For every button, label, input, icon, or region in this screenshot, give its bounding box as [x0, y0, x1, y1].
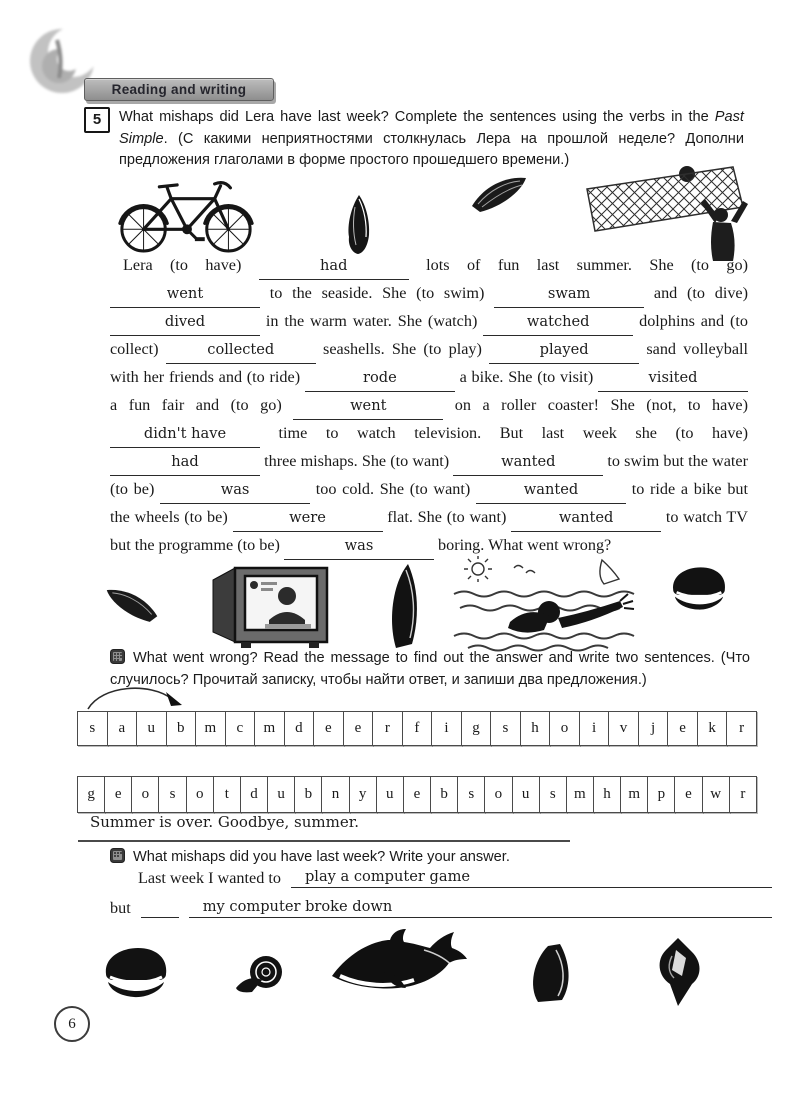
letter-cell: o: [131, 776, 159, 813]
section-badge: Reading and writing: [84, 78, 274, 101]
handwritten-answer: watched: [526, 313, 590, 330]
clam-shell-illustration: [100, 944, 172, 1000]
writing-task-icon: [110, 649, 125, 664]
letter-cell: e: [313, 711, 344, 746]
letter-cell: w: [702, 776, 730, 813]
letter-cell: t: [213, 776, 241, 813]
letter-cell: b: [294, 776, 322, 813]
answer-row-2: [110, 898, 772, 918]
volleyball-player-illustration: [585, 165, 760, 263]
letter-cell: s: [77, 711, 108, 746]
answer2-line: [189, 898, 772, 918]
exercise-number-box: 5: [84, 107, 110, 133]
letter-cell: d: [284, 711, 315, 746]
instruction-grammar-term: Past Simple: [119, 109, 744, 147]
letter-cell: e: [674, 776, 702, 813]
letter-cell: u: [136, 711, 167, 746]
handwritten-answer: went: [166, 285, 204, 302]
letter-cell: m: [620, 776, 648, 813]
conch-shell-illustration: [648, 936, 706, 1008]
letter-cell: g: [461, 711, 492, 746]
letter-cell: o: [186, 776, 214, 813]
letter-cell: m: [254, 711, 285, 746]
letter-cell: e: [667, 711, 698, 746]
handwritten-answer: dived: [164, 313, 206, 330]
letter-cell: u: [376, 776, 404, 813]
message-exercise-instruction: [110, 648, 750, 691]
handwritten-answer: didn't have: [143, 425, 227, 442]
answer-blank: [511, 504, 661, 532]
letter-cell: s: [539, 776, 567, 813]
letter-cell: b: [166, 711, 197, 746]
handwritten-answer: wanted: [501, 453, 556, 470]
letter-cell: e: [403, 776, 431, 813]
handwritten-answer: wanted: [558, 509, 614, 526]
handwritten-answer: had: [171, 453, 199, 470]
printed-blank: [141, 899, 179, 918]
answer-blank: [284, 532, 434, 560]
gapfill-paragraph: Lera (to have) had lots of fun last summer. She (to go) went to the seaside. She (to swim) swam and (to dive) dived in the warm water. She (watch) watched dolphins and (to collect) collected seashells. She (to play) played sand volleyball with her friends and (to ride) rode a bike. She (to visit) visited a fun fair and (to go) went on a roller coaster! She (not, to have) didn't have time to watch television. But last week she (to have) had three mishaps. She (to want) wanted to swim but the water (to be) was too cold. She (to want) wanted to ride a bike but the wheels (to be) were flat. She (to want) wanted to watch TV but the programme (to be) was boring. What went wrong?: [110, 252, 748, 560]
letter-cell: e: [343, 711, 374, 746]
answer-blank: [494, 280, 644, 308]
handwritten-answer: collected: [207, 341, 275, 358]
letter-cell: v: [608, 711, 639, 746]
letter-cell: g: [77, 776, 105, 813]
answer-rule-line: [78, 840, 570, 842]
answer-blank: [305, 364, 455, 392]
answer-blank: [110, 280, 260, 308]
handwritten-answer: swam: [547, 285, 591, 302]
answer-blank: [233, 504, 383, 532]
page-number: 6: [54, 1006, 90, 1042]
personal-exercise-text: What mishaps did you have last week? Write your answer.: [133, 849, 510, 865]
answer-blank: [160, 476, 310, 504]
letter-cell: b: [430, 776, 458, 813]
decoded-message-answer: Summer is over. Goodbye, summer.: [90, 813, 360, 831]
dolphin-illustration: [328, 928, 468, 1006]
answer1-line: [291, 868, 772, 888]
letter-cell: p: [647, 776, 675, 813]
bicycle-illustration: [112, 172, 260, 256]
answer2-prefix: but: [110, 899, 131, 917]
letter-cell: s: [158, 776, 186, 813]
writing-task-icon: [110, 848, 125, 863]
letter-cell: a: [107, 711, 138, 746]
handwritten-answer: played: [539, 341, 589, 358]
mussel-shell-illustration: [386, 562, 420, 650]
answer-blank: [453, 448, 603, 476]
answer-row-1: [138, 868, 772, 888]
handwritten-answer: was: [220, 481, 250, 498]
letter-cell: f: [402, 711, 433, 746]
letter-cell: r: [726, 711, 757, 746]
letter-cell: u: [512, 776, 540, 813]
answer-blank: [110, 448, 260, 476]
letter-cell: i: [579, 711, 610, 746]
snail-shell-illustration: [230, 952, 288, 994]
mussel-shell-illustration: [520, 942, 572, 1004]
handwritten-answer: play a computer game: [304, 868, 471, 885]
handwritten-answer: wanted: [523, 481, 579, 498]
handwritten-answer: went: [350, 397, 387, 414]
handwritten-answer: had: [320, 257, 348, 274]
handwritten-answer: rode: [362, 369, 397, 386]
answer-blank: [110, 308, 260, 336]
answer-blank: [166, 336, 316, 364]
letter-cell: c: [225, 711, 256, 746]
exercise5-instruction: [119, 107, 744, 172]
letter-cell: y: [349, 776, 377, 813]
letter-cell: s: [490, 711, 521, 746]
answer-blank: [110, 420, 260, 448]
letter-cell: j: [638, 711, 669, 746]
answer-blank: [476, 476, 626, 504]
handwritten-answer: was: [344, 537, 374, 554]
clam-shell-illustration: [668, 562, 730, 614]
letter-cell: d: [240, 776, 268, 813]
scallop-shell-illustration: [468, 172, 530, 218]
personal-exercise-instruction: [110, 847, 750, 869]
answer-blank: [259, 252, 409, 280]
letter-cell: i: [431, 711, 462, 746]
tv-illustration: [205, 558, 335, 654]
letter-cell: m: [195, 711, 226, 746]
letter-cell: r: [729, 776, 757, 813]
answer-blank: [598, 364, 748, 392]
message-exercise-text: What went wrong? Read the message to find out the answer and write two sentences. (Что случилось? Прочитай записку, чтобы найти ответ, и запиши два предложения.): [110, 650, 750, 688]
flat-shell-illustration: [103, 583, 161, 629]
letter-row-1: [78, 711, 757, 746]
instruction-text-ru: . (С какими неприятностями столкнулась Лера на прошлой неделе? Дополни предложения глаголами в форме простого прошедшего времени.): [119, 130, 744, 168]
letter-cell: m: [566, 776, 594, 813]
answer1-prefix: Last week I wanted to: [138, 869, 281, 887]
letter-cell: k: [697, 711, 728, 746]
handwritten-answer: were: [289, 509, 326, 526]
swimmer-illustration: [452, 556, 647, 656]
instruction-text-en: What mishaps did Lera have last week? Complete the sentences using the verbs in the: [119, 109, 709, 125]
spiral-shell-illustration: [344, 193, 374, 255]
letter-cell: u: [267, 776, 295, 813]
answer-blank: [293, 392, 443, 420]
handwritten-answer: visited: [648, 369, 698, 386]
answer-blank: [489, 336, 639, 364]
letter-cell: r: [372, 711, 403, 746]
letter-row-2: [78, 776, 757, 813]
letter-cell: h: [593, 776, 621, 813]
handwritten-answer: my computer broke down: [202, 898, 393, 915]
letter-cell: s: [457, 776, 485, 813]
skip-letter-arrow-icon: [84, 682, 196, 712]
answer-blank: [483, 308, 633, 336]
letter-cell: e: [104, 776, 132, 813]
letter-cell: o: [484, 776, 512, 813]
letter-cell: n: [321, 776, 349, 813]
letter-cell: h: [520, 711, 551, 746]
letter-cell: o: [549, 711, 580, 746]
